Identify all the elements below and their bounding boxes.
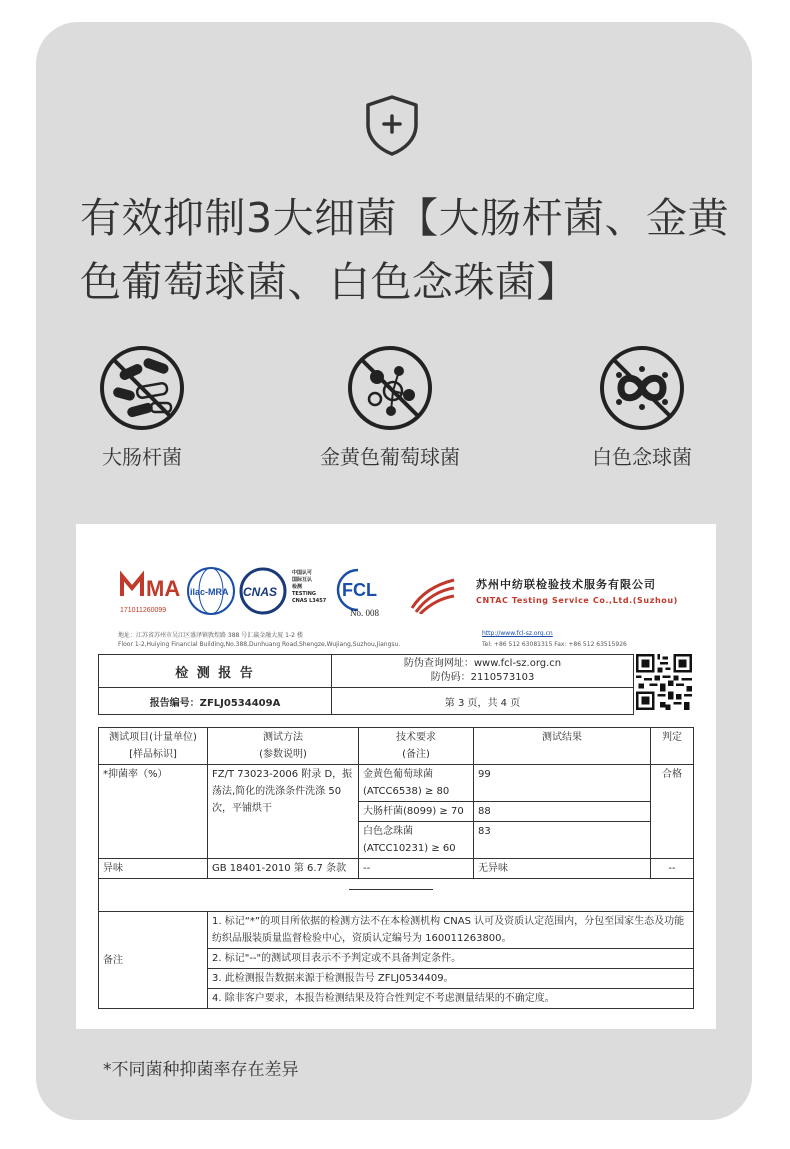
bacteria-label: 白色念球菌 — [592, 445, 692, 469]
bacteria-label: 金黄色葡萄球菌 — [320, 445, 460, 469]
col-header-result: 测试结果 — [474, 728, 651, 765]
table-row: 异味 GB 18401-2010 第 6.7 条款 -- 无异味 -- — [99, 859, 694, 879]
fcl-text: FCL — [342, 580, 377, 600]
col-header-requirement: 技术要求 (备注) — [359, 728, 474, 765]
bacteria-staph — [300, 345, 480, 470]
remarks-label: 备注 — [99, 912, 208, 1009]
cma-code: 171011260099 — [120, 607, 167, 614]
shield-plus-icon — [363, 93, 421, 157]
results-table — [98, 727, 694, 1009]
virus-bacteria-icon — [599, 345, 685, 431]
anti-fake-url: 防伪查询网址：www.fcl-sz.org.cn — [403, 658, 562, 669]
address-cn: 地址：江苏省苏州市吴江区盛泽镇敦煌路 388 号汇赢金融大厦 1-2 楼 — [118, 632, 303, 639]
address-en: Floor 1-2,Huiying Financial Building,No.388,Dunhuang Road,Shengze,Wujiang,Suzhou,Jiangsu. — [118, 641, 401, 648]
fcl-number: No. 008 — [350, 608, 379, 618]
table-row: *抑菌率（%） FZ/T 73023-2006 附录 D，振荡法,简化的洗涤条件洗涤 50 次，平铺烘干 金黄色葡萄球菌(ATCC6538) ≥ 80 99 合格 — [99, 765, 694, 802]
lab-name-cn: 苏州中纺联检验技术服务有限公司 — [476, 578, 656, 591]
col-header-method: 测试方法 (参数说明) — [208, 728, 359, 765]
remark-item: 2. 标记"--"的测试项目表示不予判定或不具备判定条件。 — [208, 949, 693, 969]
col-header-item: 测试项目(计量单位) [样品标识] — [99, 728, 208, 765]
cnas-side-text: 中国认可 国际互认 检测 TESTING CNAS L3457 — [292, 570, 327, 604]
test-report — [76, 524, 716, 1029]
col-header-judgement: 判定 — [651, 728, 694, 765]
headline-line-2: 色葡萄球菌、白色念珠菌】 — [80, 258, 578, 306]
divider — [349, 889, 433, 890]
cntac-logo — [408, 574, 458, 614]
cocci-bacteria-icon — [347, 345, 433, 431]
remark-item: 1. 标记“*”的项目所依据的检测方法不在本检测机构 CNAS 认可及资质认定范围内，分包至国家生态及功能纺织品服装质量监督检验中心，资质认定编号为 160011263800。 — [208, 912, 693, 949]
report-number: 报告编号：ZFLJ0534409A — [99, 688, 332, 715]
table-row: 白色念珠菌(ATCC10231) ≥ 60 83 — [99, 822, 694, 859]
footnote: *不同菌种抑菌率存在差异 — [103, 1060, 299, 1080]
fcl-logo — [328, 566, 392, 618]
table-row: 大肠杆菌(8099) ≥ 70 88 — [99, 802, 694, 822]
bacteria-candida — [580, 345, 704, 470]
bacteria-ecoli — [92, 345, 192, 470]
bacteria-label: 大肠杆菌 — [102, 445, 182, 469]
remarks-row — [99, 912, 694, 1009]
headline-line-1: 有效抑制3大细菌【大肠杆菌、金黄 — [80, 194, 730, 242]
report-page: 第 3 页，共 4 页 — [332, 688, 634, 715]
cnas-text: CNAS — [243, 585, 278, 599]
report-header-table — [98, 654, 634, 715]
cnas-logo — [238, 566, 288, 616]
qr-code-icon — [636, 654, 692, 710]
anti-fake-code: 防伪码：2110573103 — [430, 672, 535, 683]
remark-item: 3. 此检测报告数据来源于检测报告号 ZFLJ0534409。 — [208, 969, 693, 989]
headline — [80, 186, 740, 314]
cma-logo — [118, 566, 188, 616]
table-row-blank — [99, 879, 694, 912]
ilac-text: ilac-MRA — [190, 587, 229, 597]
lab-website: http://www.fcl-sz.org.cn — [482, 630, 553, 637]
remark-item: 4. 除非客户要求，本报告检测结果及符合性判定不考虑测量结果的不确定度。 — [212, 993, 555, 1004]
cma-text: MA — [146, 576, 181, 601]
rod-bacteria-icon — [99, 345, 185, 431]
ilac-logo — [186, 566, 236, 616]
report-title: 检 测 报 告 — [99, 655, 332, 688]
lab-name-en: CNTAC Testing Service Co.,Ltd.(Suzhou) — [476, 596, 678, 605]
lab-tel: Tel: +86 512 63081315 Fax: +86 512 63515926 — [482, 641, 627, 648]
